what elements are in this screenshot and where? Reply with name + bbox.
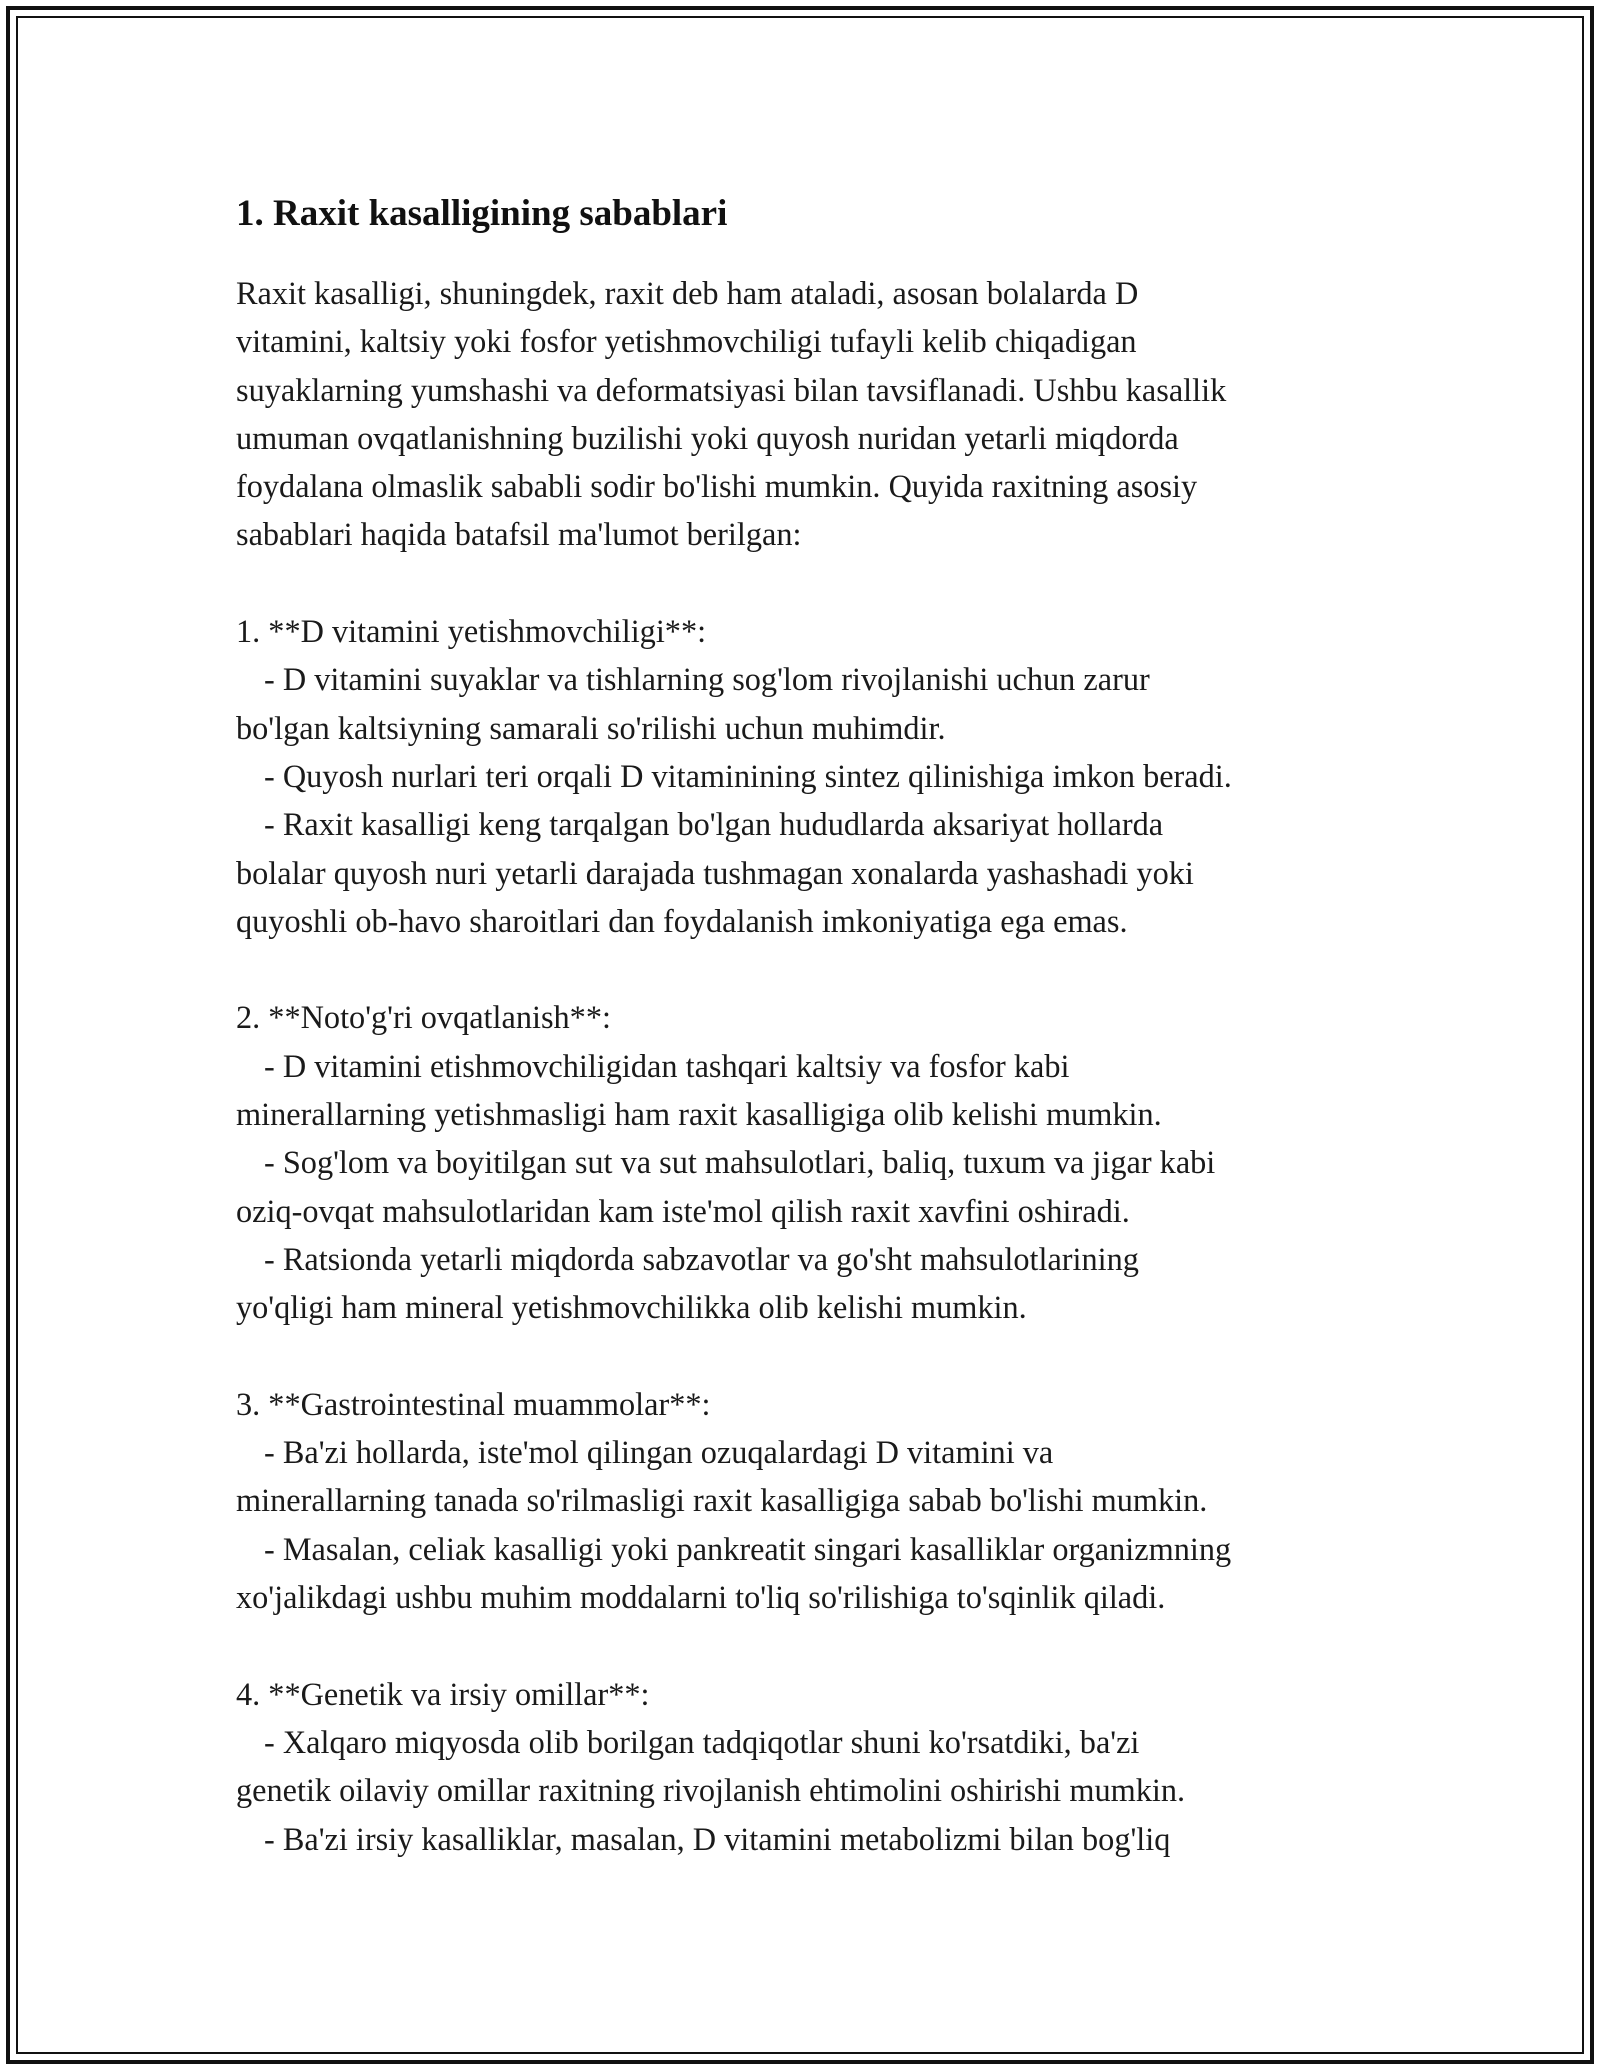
intro-line: foydalana olmaslik sababli sodir bo'lishi mumkin. Quyida raxitning asosiy <box>236 468 1198 505</box>
bullet-line: - D vitamini etishmovchiligidan tashqari kaltsiy va fosfor kabi <box>264 1047 1070 1084</box>
bullet-line: - Sog'lom va boyitilgan sut va sut mahsulotlari, baliq, tuxum va jigar kabi <box>264 1144 1216 1181</box>
bullet-item <box>236 752 1396 800</box>
bullet-item <box>236 1138 1396 1235</box>
bullet-line: - Masalan, celiak kasalligi yoki pankreatit singari kasalliklar organizmning <box>264 1530 1232 1567</box>
page-title: 1. Raxit kasalligining sabablari <box>236 193 728 234</box>
bullet-line: quyoshli ob-havo sharoitlari dan foydalanish imkoniyatiga ega emas. <box>236 902 1128 939</box>
intro-line: umuman ovqatlanishning buzilishi yoki quyosh nuridan yetarli miqdorda <box>236 419 1179 456</box>
bullet-line: - Quyosh nurlari teri orqali D vitaminining sintez qilinishiga imkon beradi. <box>264 757 1232 794</box>
bullet-item <box>236 1428 1396 1525</box>
section-gastrointestinal <box>236 1380 1396 1621</box>
section-title: 2. **Noto'g'ri ovqatlanish**: <box>236 999 611 1036</box>
intro-paragraph <box>236 269 1396 559</box>
bullet-line: - Ba'zi irsiy kasalliklar, masalan, D vitamini metabolizmi bilan bog'liq <box>264 1820 1171 1857</box>
bullet-item <box>236 800 1396 945</box>
bullet-item <box>236 1525 1396 1622</box>
bullet-item <box>236 1718 1396 1815</box>
bullet-line: - Xalqaro miqyosda olib borilgan tadqiqotlar shuni ko'rsatdiki, ba'zi <box>264 1723 1140 1760</box>
bullet-item <box>236 1042 1396 1139</box>
bullet-line: genetik oilaviy omillar raxitning rivojlanish ehtimolini oshirishi mumkin. <box>236 1772 1186 1809</box>
section-nutrition <box>236 993 1396 1331</box>
intro-line: sabablari haqida batafsil ma'lumot berilgan: <box>236 516 802 553</box>
section-title: 3. **Gastrointestinal muammolar**: <box>236 1385 711 1422</box>
document-body <box>236 188 1396 1863</box>
bullet-item <box>236 655 1396 752</box>
bullet-line: - Raxit kasalligi keng tarqalgan bo'lgan hududlarda aksariyat hollarda <box>264 806 1164 843</box>
bullet-line: - Ba'zi hollarda, iste'mol qilingan ozuqalardagi D vitamini va <box>264 1434 1054 1471</box>
bullet-item <box>236 1235 1396 1332</box>
bullet-line: bo'lgan kaltsiyning samarali so'rilishi uchun muhimdir. <box>236 709 946 746</box>
bullet-item <box>236 1815 1396 1863</box>
bullet-line: minerallarning yetishmasligi ham raxit kasalligiga olib kelishi mumkin. <box>236 1096 1162 1133</box>
section-title: 1. **D vitamini yetishmovchiligi**: <box>236 613 707 650</box>
bullet-line: xo'jalikdagi ushbu muhim moddalarni to'liq so'rilishiga to'sqinlik qiladi. <box>236 1579 1166 1616</box>
intro-line: suyaklarning yumshashi va deformatsiyasi bilan tavsiflanadi. Ushbu kasallik <box>236 371 1227 408</box>
section-genetic <box>236 1670 1396 1863</box>
bullet-line: yo'qligi ham mineral yetishmovchilikka olib kelishi mumkin. <box>236 1289 1027 1326</box>
bullet-line: - D vitamini suyaklar va tishlarning sog'lom rivojlanishi uchun zarur <box>264 661 1150 698</box>
bullet-line: bolalar quyosh nuri yetarli darajada tushmagan xonalarda yashashadi yoki <box>236 854 1194 891</box>
section-vitamin-d <box>236 607 1396 945</box>
bullet-line: - Ratsionda yetarli miqdorda sabzavotlar va go'sht mahsulotlarining <box>264 1240 1139 1277</box>
intro-line: Raxit kasalligi, shuningdek, raxit deb ham ataladi, asosan bolalarda D <box>236 275 1139 311</box>
bullet-line: oziq-ovqat mahsulotlaridan kam iste'mol qilish raxit xavfini oshiradi. <box>236 1192 1130 1229</box>
bullet-line: minerallarning tanada so'rilmasligi raxit kasalligiga sabab bo'lishi mumkin. <box>236 1482 1208 1519</box>
section-title: 4. **Genetik va irsiy omillar**: <box>236 1675 650 1712</box>
intro-line: vitamini, kaltsiy yoki fosfor yetishmovchiligi tufayli kelib chiqadigan <box>236 323 1137 360</box>
